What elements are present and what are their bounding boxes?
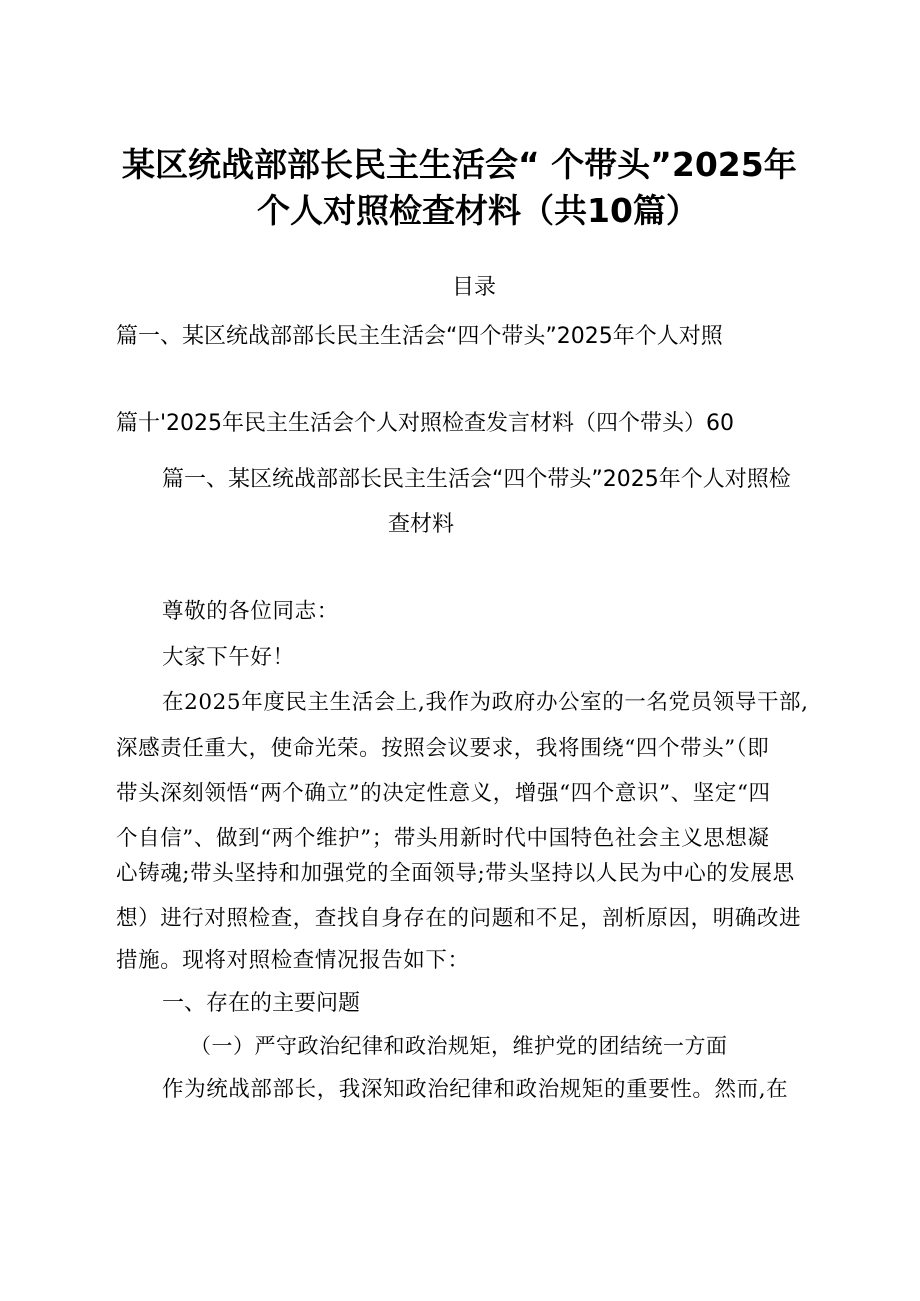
paragraph-line: 深感责任重大，使命光荣。按照会议要求，我将围绕“四个带头”（即 [116,736,770,761]
toc-item: 篇十'2025年民主生活会个人对照检查发言材料（四个带头）60 [116,411,735,436]
subsection-heading: （一）严守政治纪律和政治规矩，维护党的团结统一方面 [190,1034,728,1058]
article-title-line-1: 篇一、某区统战部部长民主生活会“四个带头”2025年个人对照检 [162,467,791,492]
paragraph-line: 在2025年度民主生活会上,我作为政府办公室的一名党员领导干部, [162,690,809,715]
section-heading: 一、存在的主要问题 [162,991,361,1016]
paragraph-line: 心铸魂;带头坚持和加强党的全面领导;带头坚持以人民为中心的发展思 [116,861,795,886]
salutation: 尊敬的各位同志： [162,599,339,624]
paragraph-line: 个自信”、做到“两个维护”；带头用新时代中国特色社会主义思想凝 [116,826,770,851]
document-title-line-1: 某区统战部部长民主生活会“ 个带头”2025年 [122,145,797,184]
article-title-line-2: 查材料 [388,512,455,537]
paragraph-line: 措施。现将对照检查情况报告如下： [116,948,470,973]
greeting: 大家下午好！ [162,645,295,670]
toc-item: 篇一、某区统战部部长民主生活会“四个带头”2025年个人对照 [116,324,723,349]
paragraph-line: 作为统战部部长，我深知政治纪律和政治规矩的重要性。然而,在 [162,1077,789,1102]
paragraph-line: 想）进行对照检查，查找自身存在的问题和不足，剖析原因，明确改进 [116,906,802,931]
toc-heading: 目录 [452,275,497,300]
document-title-line-2: 个人对照检查材料（共10篇） [257,191,699,230]
paragraph-line: 带头深刻领悟“两个确立”的决定性意义，增强“四个意识”、坚定“四 [116,781,771,806]
